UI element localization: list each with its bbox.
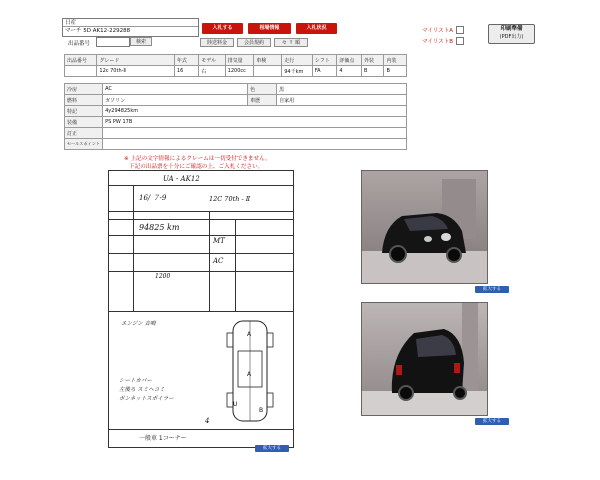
sheet-equip-handwritten-1: シートカバー bbox=[119, 378, 152, 384]
detail-label: 訂正 bbox=[65, 128, 103, 139]
wheel-front bbox=[390, 246, 406, 262]
car-rear-image bbox=[362, 303, 487, 415]
spec-header-cell: 車検 bbox=[254, 55, 282, 66]
listing-number-input[interactable] bbox=[96, 37, 130, 47]
print-pdf-button[interactable] bbox=[488, 24, 535, 44]
damage-mark-b: B bbox=[259, 407, 264, 414]
detail-value: 4y294825km bbox=[103, 106, 407, 117]
detail-label: 装備 bbox=[65, 117, 103, 128]
print-button-line2: (PDF出力) bbox=[499, 34, 524, 40]
spec-header-cell: 評価点 bbox=[337, 55, 362, 66]
search-button[interactable]: 検索 bbox=[130, 37, 152, 46]
spec-value-cell: 16 bbox=[174, 66, 198, 77]
spec-value-cell: 右 bbox=[199, 66, 225, 77]
sheet-grade-handwritten: 12C 70th - Ⅱ bbox=[209, 195, 251, 203]
mylist-b-label: マイリストB bbox=[422, 39, 454, 45]
wheel-front-left bbox=[227, 333, 233, 347]
sheet-notes-handwritten: エンジン 音鳴 bbox=[121, 321, 156, 327]
mylist-a-label: マイリストA bbox=[422, 28, 454, 34]
vehicle-header-box bbox=[62, 18, 199, 37]
listing-number-label: 出品番号 bbox=[68, 41, 91, 47]
headlight-right bbox=[424, 236, 432, 242]
spec-value-cell: 12c 70th-Ⅱ bbox=[97, 66, 174, 77]
damage-mark-u: U bbox=[233, 401, 238, 408]
spec-value-cell: 94千km bbox=[282, 66, 313, 77]
sheet-score-handwritten: 4 bbox=[205, 417, 210, 425]
sheet-equip-handwritten-2: 左後ろ スミヘコミ bbox=[119, 387, 165, 393]
spec-header-cell: 走行 bbox=[282, 55, 313, 66]
spec-header-cell: 内装 bbox=[384, 55, 407, 66]
detail-label: 燃料 bbox=[65, 95, 103, 106]
detail-row bbox=[65, 106, 407, 117]
car-front-image bbox=[362, 171, 487, 283]
detail-row bbox=[65, 117, 407, 128]
detail-row bbox=[65, 139, 407, 150]
claim-notice bbox=[124, 155, 271, 171]
sheet-zoom-button[interactable]: 拡大する bbox=[255, 445, 289, 452]
detail-label: セールスポイント bbox=[65, 139, 103, 150]
sheet-equip-handwritten-3: ボンネットスポイラー bbox=[119, 396, 174, 402]
detail-row bbox=[65, 84, 407, 95]
spec-value-cell bbox=[254, 66, 282, 77]
spec-value-cell: B bbox=[384, 66, 407, 77]
sheet-bottom-label: 一般車 1コーナー bbox=[139, 435, 187, 442]
garage-pillar bbox=[462, 303, 478, 391]
spec-value-cell: 4 bbox=[337, 66, 362, 77]
detail-value: AC bbox=[103, 84, 248, 95]
headlight-left bbox=[441, 233, 451, 241]
tail-light-left bbox=[396, 365, 402, 375]
wheel-rear bbox=[447, 248, 461, 262]
bid-button[interactable]: 入札する bbox=[202, 23, 243, 34]
detail-value: ガソリン bbox=[103, 95, 248, 106]
detail-label: 車歴 bbox=[248, 95, 277, 106]
damage-mark-a1: A bbox=[247, 331, 252, 338]
spec-header-cell: グレード bbox=[97, 55, 174, 66]
wheel-front-right bbox=[267, 333, 273, 347]
detail-row bbox=[65, 95, 407, 106]
sheet-cc-handwritten: 1200 bbox=[155, 273, 171, 280]
tail-light-right bbox=[454, 363, 460, 373]
wheel-rear-right bbox=[267, 393, 273, 407]
vehicle-photo-rear[interactable] bbox=[361, 302, 488, 416]
notice-line-1: ※ 上記の文字情報によるクレームは一切受付できません。 bbox=[124, 156, 271, 162]
detail-value: 黒 bbox=[277, 84, 407, 95]
detail-label: 特記 bbox=[65, 106, 103, 117]
wheel-left bbox=[399, 386, 413, 400]
market-info-button[interactable]: 相場情報 bbox=[248, 23, 291, 34]
sheet-ac-handwritten: AC bbox=[213, 257, 224, 265]
vehicle-photo-front[interactable] bbox=[361, 170, 488, 284]
detail-label: 冷房 bbox=[65, 84, 103, 95]
spec-header-row bbox=[65, 55, 407, 66]
mylist-a-checkbox[interactable] bbox=[456, 26, 464, 34]
spec-value-cell: 1200cc bbox=[225, 66, 254, 77]
detail-value: 自家用 bbox=[277, 95, 407, 106]
damage-mark-a2: A bbox=[247, 371, 252, 378]
bid-status-button[interactable]: 入札状況 bbox=[296, 23, 337, 34]
detail-value: PS PW 17B bbox=[103, 117, 407, 128]
maker-name: 日産 bbox=[63, 19, 198, 27]
detail-row bbox=[65, 128, 407, 139]
spec-value-cell bbox=[65, 66, 97, 77]
wheel-right bbox=[454, 387, 466, 399]
landing-fee-button[interactable]: 陸送料金 bbox=[200, 38, 234, 47]
garage-floor bbox=[362, 391, 487, 415]
spec-header-cell: 外装 bbox=[362, 55, 384, 66]
spec-value-row bbox=[65, 66, 407, 77]
seri-order-button[interactable]: セ リ 順 bbox=[274, 38, 308, 47]
spec-header-cell: モデル bbox=[199, 55, 225, 66]
detail-label: 色 bbox=[248, 84, 277, 95]
sheet-year-handwritten: 16/ ７-9 bbox=[139, 194, 167, 202]
spec-header-cell: 排気量 bbox=[225, 55, 254, 66]
mylist-b-checkbox[interactable] bbox=[456, 37, 464, 45]
sheet-shift-handwritten: MT bbox=[213, 237, 225, 245]
member-rules-button[interactable]: 会員規約 bbox=[237, 38, 271, 47]
detail-value bbox=[103, 139, 407, 150]
inspection-sheet[interactable] bbox=[108, 170, 294, 448]
detail-table bbox=[64, 83, 407, 150]
detail-value bbox=[103, 128, 407, 139]
notice-line-2: 下記の出品票を十分にご確認の上、ご入札ください。 bbox=[129, 164, 264, 170]
spec-value-cell: FA bbox=[312, 66, 337, 77]
spec-header-cell: 出品番号 bbox=[65, 55, 97, 66]
model-line: マーチ 5D AK12-229288 bbox=[65, 28, 131, 34]
garage-floor bbox=[362, 251, 487, 283]
spec-table bbox=[64, 54, 407, 77]
print-button-line1: 印刷準備 bbox=[500, 26, 523, 32]
spec-header-cell: シフト bbox=[312, 55, 337, 66]
photo2-zoom-button[interactable]: 拡大する bbox=[475, 418, 509, 425]
spec-value-cell: B bbox=[362, 66, 384, 77]
spec-header-cell: 年式 bbox=[174, 55, 198, 66]
sheet-km-handwritten: 94825 km bbox=[139, 223, 180, 232]
sheet-model-handwritten: UA - AK12 bbox=[163, 175, 200, 183]
photo1-zoom-button[interactable]: 拡大する bbox=[475, 286, 509, 293]
